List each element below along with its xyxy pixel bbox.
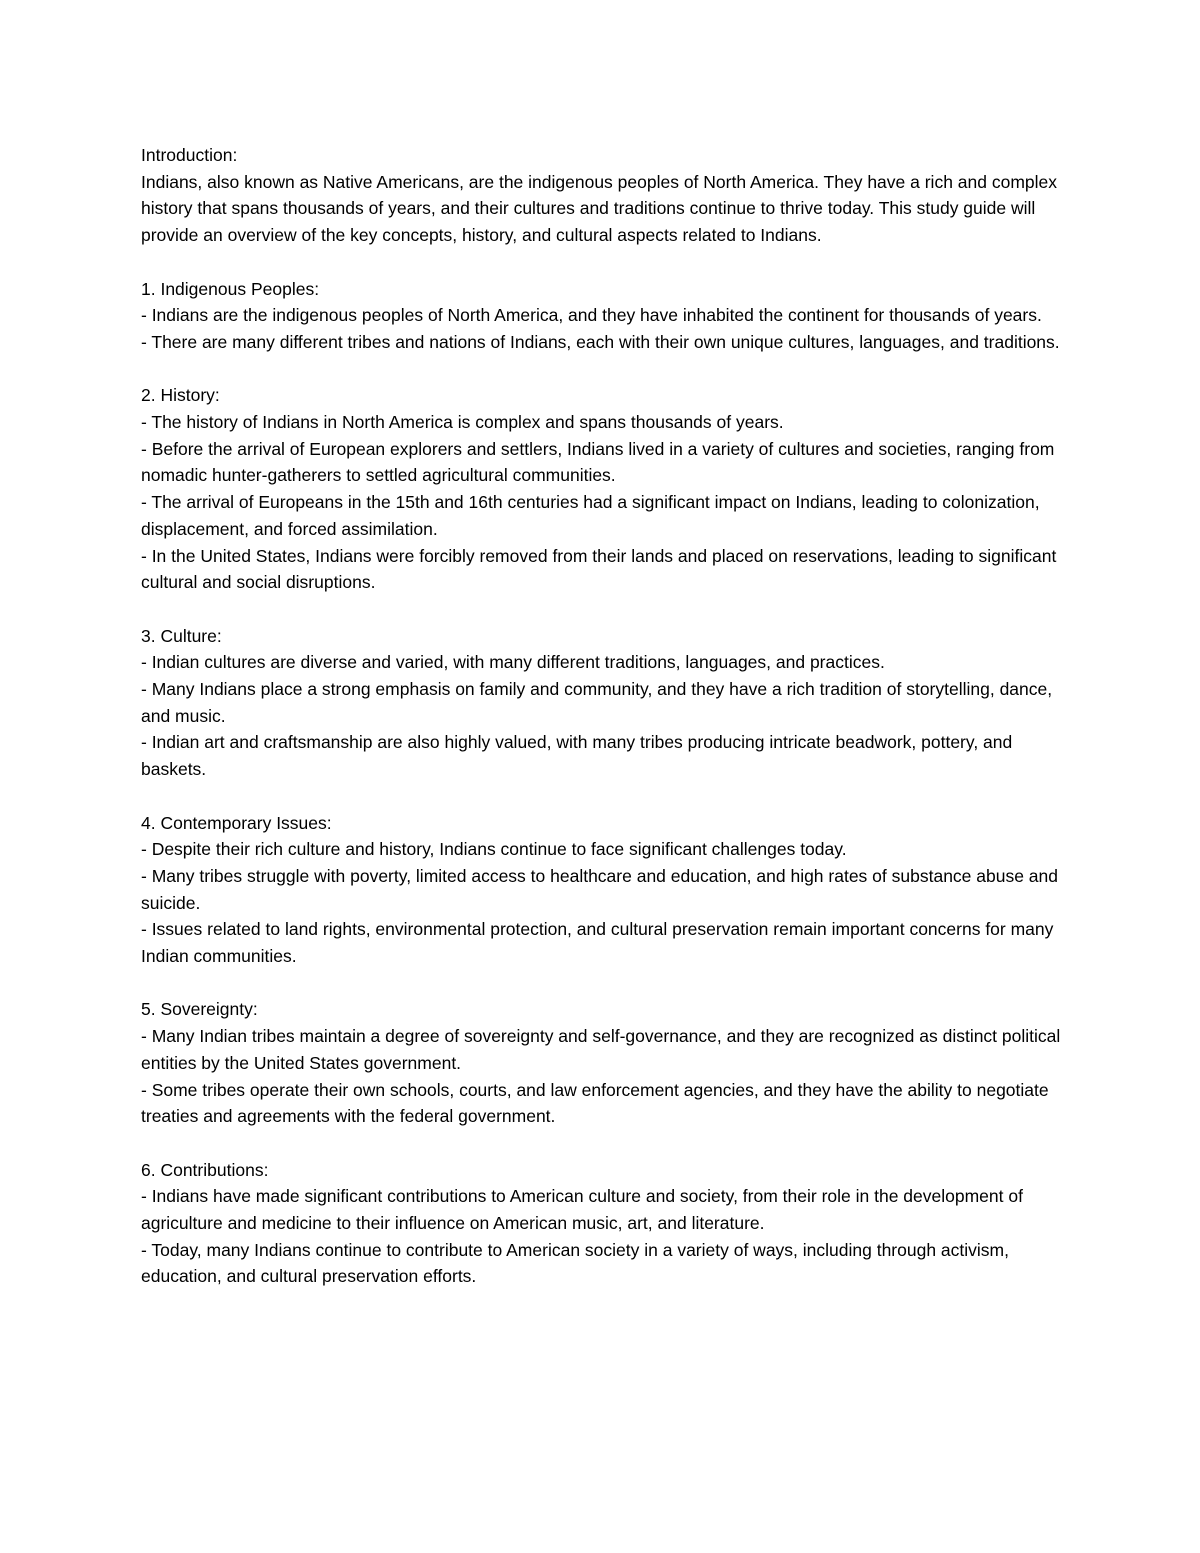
bullet-item: - The history of Indians in North America is complex and spans thousands of years.: [141, 412, 784, 432]
section-heading: 4. Contemporary Issues:: [141, 812, 332, 833]
section-heading: 2. History:: [141, 385, 220, 406]
section-contributions: [141, 1157, 1071, 1291]
section-heading: 6. Contributions:: [141, 1159, 269, 1180]
paragraph-gap: [141, 356, 1071, 383]
bullet-item: - Some tribes operate their own schools, courts, and law enforcement agencies, and they have the ability to negotiate treaties and agreements with the federal government.: [141, 1079, 1049, 1127]
bullet-item: - Indians have made significant contributions to American culture and society, from their role in the development of agriculture and medicine to their influence on American music, art, and literature.: [141, 1186, 1023, 1234]
bullet-item: - The arrival of Europeans in the 15th and 16th centuries had a significant impact on Indians, leading to colonization, displacement, and forced assimilation.: [141, 492, 1040, 539]
bullet-item: - Many Indian tribes maintain a degree of sovereignty and self-governance, and they are recognized as distinct political entities by the United States government.: [141, 1026, 1061, 1073]
paragraph-gap: [141, 783, 1071, 810]
bullet-item: - Indian cultures are diverse and varied, with many different traditions, languages, and practices.: [141, 652, 885, 673]
bullet-item: - Indian art and craftsmanship are also highly valued, with many tribes producing intricate beadwork, pottery, and baskets.: [141, 732, 1013, 780]
paragraph-gap: [141, 1130, 1071, 1157]
section-history: [141, 382, 1071, 596]
bullet-item: - In the United States, Indians were forcibly removed from their lands and placed on reservations, leading to significant cultural and social disruptions.: [141, 545, 1057, 593]
paragraph-gap: [141, 596, 1071, 623]
section-culture: [141, 623, 1071, 783]
section-heading: 1. Indigenous Peoples:: [141, 278, 320, 299]
bullet-item: - Many Indians place a strong emphasis on family and community, and they have a rich tradition of storytelling, dance, and music.: [141, 679, 1053, 726]
section-sovereignty: [141, 996, 1071, 1130]
section-contemporary-issues: [141, 810, 1071, 970]
bullet-item: - Before the arrival of European explorers and settlers, Indians lived in a variety of cultures and societies, ranging from nomadic hunter-gatherers to settled agricultural communities.: [141, 438, 1055, 486]
intro-heading: Introduction:: [141, 145, 238, 165]
bullet-item: - Many tribes struggle with poverty, limited access to healthcare and education, and high rates of substance abuse and suicide.: [141, 865, 1059, 913]
section-heading: 5. Sovereignty:: [141, 999, 258, 1020]
section-heading: 3. Culture:: [141, 625, 222, 646]
paragraph-gap: [141, 249, 1071, 276]
section-indigenous-peoples: [141, 276, 1071, 356]
bullet-item: - There are many different tribes and nations of Indians, each with their own unique cultures, languages, and traditions.: [141, 331, 1060, 352]
intro-section: [141, 142, 1071, 249]
document-body: [141, 142, 1071, 1290]
bullet-item: - Today, many Indians continue to contribute to American society in a variety of ways, including through activism, education, and cultural preservation efforts.: [141, 1239, 1009, 1287]
bullet-item: - Issues related to land rights, environmental protection, and cultural preservation remain important concerns for many Indian communities.: [141, 919, 1054, 967]
bullet-item: - Indians are the indigenous peoples of North America, and they have inhabited the continent for thousands of years.: [141, 305, 1042, 326]
bullet-item: - Despite their rich culture and history, Indians continue to face significant challenges today.: [141, 839, 847, 860]
paragraph-gap: [141, 970, 1071, 997]
intro-text: Indians, also known as Native Americans, are the indigenous peoples of North America. They have a rich and complex history that spans thousands of years, and their cultures and traditions continue to thrive today. This study guide will provide an overview of the key concepts, history, and cultural aspects related to Indians.: [141, 171, 1058, 246]
